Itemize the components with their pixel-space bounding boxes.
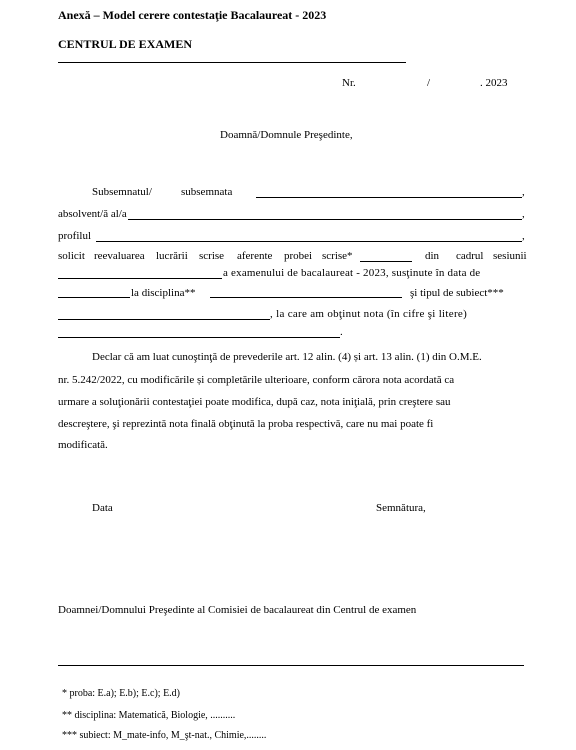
declaration-line-1: Declar că am luat cunoştinţă de prevederile art. 12 alin. (4) și art. 13 alin. (1) din O.M.E. [92, 351, 482, 363]
grade-period: . [340, 326, 343, 338]
exam-center-field[interactable] [58, 62, 406, 63]
name-field[interactable] [256, 197, 522, 198]
declaration-line-2: nr. 5.242/2022, cu modificările și completările ulterioare, conform cărora nota acordată ca [58, 374, 455, 386]
request-word-3: lucrării [156, 250, 188, 262]
date-field[interactable] [58, 297, 130, 298]
signature-label: Semnătura, [376, 502, 426, 514]
school-field[interactable] [128, 219, 522, 220]
grade-field[interactable] [58, 337, 340, 338]
session-word-2: cadrul [456, 250, 484, 262]
footnote-separator [58, 665, 524, 666]
subject-type-field[interactable] [58, 319, 270, 320]
subject-type-label: şi tipul de subiect*** [410, 287, 504, 299]
footnote-3: *** subiect: M_mate-info, M_şt-nat., Chimie,........ [62, 730, 267, 741]
undersigned-label-b: subsemnata [181, 186, 233, 198]
annex-title: Anexă – Model cerere contestaţie Bacalaureat - 2023 [58, 8, 327, 22]
session-field[interactable] [58, 278, 222, 279]
subject-field[interactable] [210, 297, 402, 298]
request-word-7: scrise* [322, 250, 353, 262]
request-word-6: probei [284, 250, 313, 262]
session-word-3: sesiunii [493, 250, 527, 262]
comma-3: , [522, 230, 525, 242]
exam-test-field[interactable] [360, 261, 412, 262]
exam-center-label: CENTRUL DE EXAMEN [58, 37, 193, 51]
exam-text: a examenului de bacalaureat - 2023, susţinute în data de [223, 267, 481, 279]
nr-year: . 2023 [480, 77, 508, 89]
comma-1: , [522, 186, 525, 198]
declaration-line-5: modificată. [58, 439, 108, 451]
request-word-5: aferente [237, 250, 273, 262]
profile-field[interactable] [96, 241, 522, 242]
comma-2: , [522, 208, 525, 220]
footnote-1: * proba: E.a); E.b); E.c); E.d) [62, 688, 181, 699]
profile-label: profilul [58, 230, 91, 242]
undersigned-label-a: Subsemnatul/ [92, 186, 152, 198]
date-label: Data [92, 502, 113, 514]
session-word-1: din [425, 250, 440, 262]
request-word-1: solicit [58, 250, 85, 262]
grade-text: , la care am obţinut nota (în cifre şi litere) [270, 308, 468, 320]
request-word-2: reevaluarea [94, 250, 145, 262]
nr-slash: / [427, 77, 431, 89]
salutation: Doamnă/Domnule Preşedinte, [220, 129, 353, 141]
nr-label: Nr. [342, 77, 356, 89]
footnote-2: ** disciplina: Matematică, Biologie, .......... [62, 710, 236, 721]
subject-label: la disciplina** [131, 287, 196, 299]
declaration-line-3: urmare a soluţionării contestaţiei poate modifica, după caz, nota iniţială, prin creştere sau [58, 396, 451, 408]
addressee: Doamnei/Domnului Preşedinte al Comisiei de bacalaureat din Centrul de examen [58, 604, 417, 616]
declaration-line-4: descreştere, şi reprezintă nota finală obţinută la proba respectivă, care nu mai poate fi [58, 418, 434, 430]
graduate-label: absolvent/ă al/a [58, 208, 127, 220]
request-word-4: scrise [199, 250, 225, 262]
